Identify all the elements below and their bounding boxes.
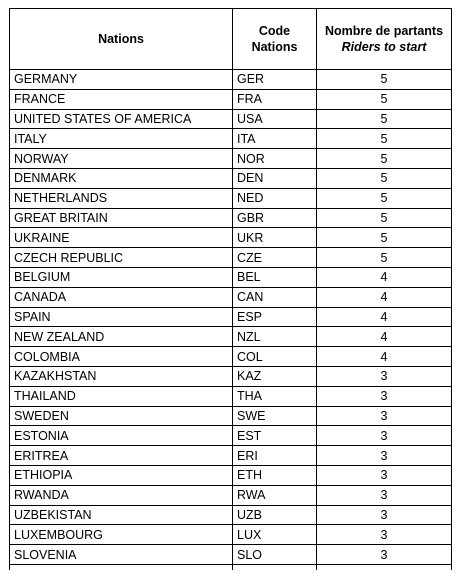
cell-nation: GERMANY	[10, 70, 233, 90]
cell-empty	[10, 564, 233, 570]
table-row	[10, 109, 452, 129]
cell-code: GBR	[233, 208, 317, 228]
cell-code: RWA	[233, 485, 317, 505]
cell-code: EST	[233, 426, 317, 446]
cell-riders: 5	[317, 248, 452, 268]
cell-nation: UKRAINE	[10, 228, 233, 248]
table-row	[10, 188, 452, 208]
table-row	[10, 168, 452, 188]
cell-code: DEN	[233, 168, 317, 188]
cell-code: ITA	[233, 129, 317, 149]
cell-nation: DENMARK	[10, 168, 233, 188]
cell-nation: ETHIOPIA	[10, 465, 233, 485]
cell-riders: 5	[317, 168, 452, 188]
table-row-partial	[10, 564, 452, 570]
header-code-line1: Code	[258, 24, 291, 38]
cell-riders: 3	[317, 505, 452, 525]
cell-riders: 5	[317, 109, 452, 129]
header-nations-label: Nations	[98, 32, 144, 46]
cell-nation: UNITED STATES OF AMERICA	[10, 109, 233, 129]
cell-riders: 3	[317, 465, 452, 485]
cell-nation: NORWAY	[10, 149, 233, 169]
cell-nation: RWANDA	[10, 485, 233, 505]
cell-nation: FRANCE	[10, 89, 233, 109]
cell-riders: 3	[317, 366, 452, 386]
cell-code: NED	[233, 188, 317, 208]
cell-code: THA	[233, 386, 317, 406]
table-row	[10, 545, 452, 565]
table-row	[10, 525, 452, 545]
cell-nation: ITALY	[10, 129, 233, 149]
cell-code: NZL	[233, 327, 317, 347]
table-row	[10, 248, 452, 268]
cell-nation: KAZAKHSTAN	[10, 366, 233, 386]
header-code-line2: Nations	[251, 40, 298, 54]
cell-code: NOR	[233, 149, 317, 169]
header-nations	[10, 9, 233, 70]
header-riders-line1: Nombre de partants	[324, 24, 444, 38]
table-row	[10, 465, 452, 485]
table-row	[10, 208, 452, 228]
table-row	[10, 406, 452, 426]
cell-riders: 4	[317, 307, 452, 327]
cell-riders: 5	[317, 149, 452, 169]
cell-code: GER	[233, 70, 317, 90]
cell-nation: CZECH REPUBLIC	[10, 248, 233, 268]
cell-code: SWE	[233, 406, 317, 426]
cell-nation: SLOVENIA	[10, 545, 233, 565]
cell-riders: 3	[317, 485, 452, 505]
table-row	[10, 485, 452, 505]
header-riders	[317, 9, 452, 70]
cell-nation: LUXEMBOURG	[10, 525, 233, 545]
table-row	[10, 228, 452, 248]
cell-riders: 5	[317, 89, 452, 109]
cell-riders: 5	[317, 208, 452, 228]
table-row	[10, 347, 452, 367]
cell-code: COL	[233, 347, 317, 367]
cell-empty	[233, 564, 317, 570]
table-row	[10, 386, 452, 406]
header-row	[10, 9, 452, 70]
cell-riders: 3	[317, 426, 452, 446]
cell-code: SLO	[233, 545, 317, 565]
cell-nation: BELGIUM	[10, 267, 233, 287]
cell-riders: 5	[317, 129, 452, 149]
cell-nation: ESTONIA	[10, 426, 233, 446]
table-row	[10, 446, 452, 466]
cell-riders: 3	[317, 545, 452, 565]
cell-riders: 4	[317, 347, 452, 367]
cell-nation: ERITREA	[10, 446, 233, 466]
cell-riders: 3	[317, 446, 452, 466]
cell-empty	[317, 564, 452, 570]
table-row	[10, 89, 452, 109]
table-row	[10, 327, 452, 347]
cell-riders: 4	[317, 267, 452, 287]
cell-code: CAN	[233, 287, 317, 307]
cell-code: USA	[233, 109, 317, 129]
riders-table	[9, 8, 452, 570]
cell-code: ETH	[233, 465, 317, 485]
cell-riders: 5	[317, 188, 452, 208]
cell-riders: 5	[317, 228, 452, 248]
cell-nation: COLOMBIA	[10, 347, 233, 367]
table-row	[10, 505, 452, 525]
cell-code: UZB	[233, 505, 317, 525]
cell-nation: NETHERLANDS	[10, 188, 233, 208]
cell-riders: 4	[317, 327, 452, 347]
cell-code: ESP	[233, 307, 317, 327]
cell-nation: SPAIN	[10, 307, 233, 327]
table-row	[10, 366, 452, 386]
cell-code: BEL	[233, 267, 317, 287]
table-row	[10, 149, 452, 169]
cell-code: CZE	[233, 248, 317, 268]
cell-code: ERI	[233, 446, 317, 466]
riders-table-sheet	[9, 8, 451, 570]
header-riders-line2: Riders to start	[341, 40, 427, 54]
cell-code: UKR	[233, 228, 317, 248]
cell-riders: 3	[317, 386, 452, 406]
cell-nation: THAILAND	[10, 386, 233, 406]
cell-nation: CANADA	[10, 287, 233, 307]
cell-riders: 4	[317, 287, 452, 307]
cell-nation: SWEDEN	[10, 406, 233, 426]
cell-riders: 5	[317, 70, 452, 90]
table-row	[10, 70, 452, 90]
cell-riders: 3	[317, 406, 452, 426]
cell-code: LUX	[233, 525, 317, 545]
table-header	[10, 9, 452, 70]
table-row	[10, 267, 452, 287]
table-row	[10, 287, 452, 307]
cell-riders: 3	[317, 525, 452, 545]
table-body	[10, 70, 452, 571]
table-row	[10, 307, 452, 327]
header-code	[233, 9, 317, 70]
cell-nation: UZBEKISTAN	[10, 505, 233, 525]
table-row	[10, 426, 452, 446]
table-row	[10, 129, 452, 149]
cell-code: KAZ	[233, 366, 317, 386]
cell-nation: NEW ZEALAND	[10, 327, 233, 347]
cell-code: FRA	[233, 89, 317, 109]
cell-nation: GREAT BRITAIN	[10, 208, 233, 228]
